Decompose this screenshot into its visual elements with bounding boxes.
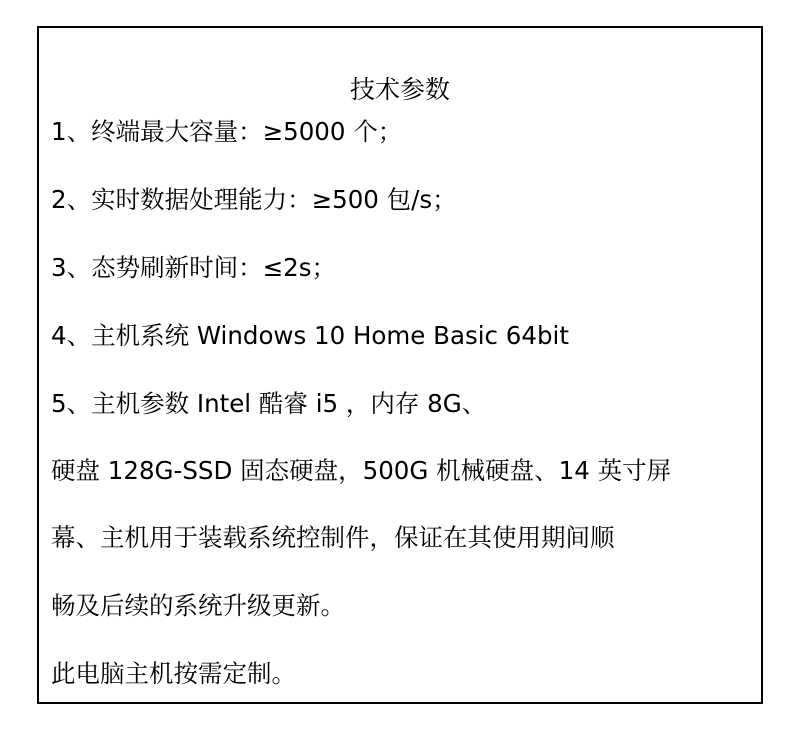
spec-line-storage: 硬盘 128G-SSD 固态硬盘，500G 机械硬盘、14 英寸屏 [51,456,672,485]
spec-title: 技术参数 [349,75,450,104]
spec-line-custom: 此电脑主机按需定制。 [51,659,296,688]
spec-table [37,26,763,704]
spec-line-refresh: 3、态势刷新时间：≤2s； [51,253,336,282]
spec-line-upgrade: 畅及后续的系统升级更新。 [51,591,345,620]
spec-line-os: 4、主机系统 Windows 10 Home Basic 64bit [51,321,569,350]
spec-line-host-params: 5、主机参数 Intel 酷睿 i5 ，内存 8G、 [51,389,487,418]
spec-line-capacity: 1、终端最大容量：≥5000 个； [51,117,403,146]
spec-line-processing: 2、实时数据处理能力：≥500 包/s； [51,185,457,214]
spec-line-purpose: 幕、主机用于装载系统控制件，保证在其使用期间顺 [51,523,615,552]
